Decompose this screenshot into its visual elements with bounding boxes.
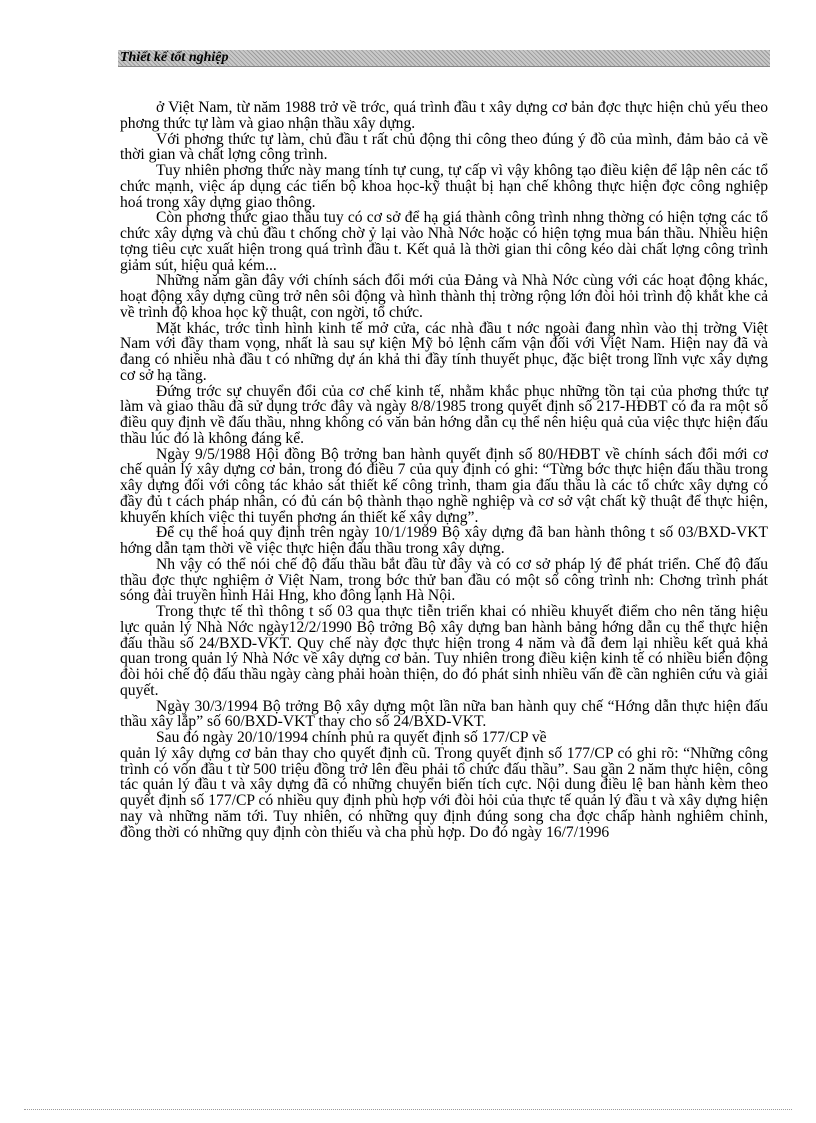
paragraph: Sau đó ngày 20/10/1994 chính phủ ra quyết định số 177/CP về bbox=[156, 729, 547, 746]
paragraph: Tuy nhiên phơng thức này mang tính tự cung, tự cấp vì vậy không tạo điều kiện để lập nên các tổ chức mạnh, việc áp dụng các tiến bộ khoa học-kỹ thuật bị hạn chế không thực hiện đợc công nghiệp hoá trong xây dựng giao thông. bbox=[120, 162, 768, 211]
paragraph: Những năm gần đây với chính sách đổi mới của Đảng và Nhà Nớc cùng với các hoạt động khác, hoạt động xây dựng cũng trở nên sôi động và hình thành thị trờng rộng lớn đòi hỏi trình độ khắt khe cả về trình độ khoa học kỹ thuật, con ngời, tổ chức. bbox=[120, 272, 768, 321]
header-title: Thiết kế tốt nghiệp bbox=[120, 50, 229, 65]
paragraph: Để cụ thể hoá quy định trên ngày 10/1/1989 Bộ xây dựng đã ban hành thông t số 03/BXD-VKT hớng dẫn tạm thời về việc thực hiện đấu thầu trong xây dựng. bbox=[120, 524, 768, 557]
paragraph: Đứng trớc sự chuyển đổi của cơ chế kinh tế, nhằm khắc phục những tồn tại của phơng thức tự làm và giao thầu đã sử dụng trớc đây và ngày 8/8/1985 trong quyết định số 217-HĐBT có đa ra một số điều quy định về đấu thầu, nhng không có văn bản hớng dẫn cụ thể nên hiệu quả của việc thực hiện đấu thầu lúc đó là không đáng kể. bbox=[120, 382, 768, 447]
paragraph: Ngày 9/5/1988 Hội đồng Bộ trởng ban hành quyết định số 80/HĐBT về chính sách đổi mới cơ chế quản lý xây dựng cơ bản, trong đó điều 7 của quy định có ghi: “Từng bớc thực hiện đấu thầu trong xây dựng đối với công tác khảo sát thiết kế công trình, tham gia đấu thầu là các tổ chức xây dựng có đầy đủ t cách pháp nhân, có đủ cán bộ thành thạo nghề nghiệp và cơ sở vật chất kỹ thuật để thực hiện, khuyến khích việc thi tuyển phơng án thiết kế xây dựng”. bbox=[120, 445, 768, 526]
paragraph: Với phơng thức tự làm, chủ đầu t rất chủ động thi công theo đúng ý đồ của mình, đảm bảo cả về thời gian và chất lợng công trình. bbox=[120, 130, 768, 164]
footer-rule bbox=[24, 1109, 792, 1110]
paragraph: Ngày 30/3/1994 Bộ trởng Bộ xây dựng một lần nữa ban hành quy chế “Hớng dẫn thực hiện đấu thầu xây lắp” số 60/BXD-VKT thay cho số 24/BXD-VKT. bbox=[120, 697, 768, 731]
paragraph-continuation: quản lý xây dựng cơ bản thay cho quyết định cũ. Trong quyết định số 177/CP có ghi rõ: “Những công trình có vốn đầu t từ 500 triệu đồng trở lên đều phải tổ chức đấu thầu”. Sau gần 2 năm thực hiện, công tác quản lý đầu t và xây dựng đã có những chuyển biến tích cực. Nội dung điều lệ ban hành kèm theo quyết định số 177/CP có nhiều quy định phù hợp với đòi hỏi của thực tế quản lý đầu t và xây dựng hiện nay và những năm tới. Tuy nhiên, có những quy định đúng song cha đợc chấp hành nghiêm chỉnh, đồng thời có những quy định còn thiếu và cha phù hợp. Do đó ngày 16/7/1996 bbox=[120, 744, 768, 841]
page-header-bar bbox=[118, 50, 770, 67]
paragraph: Mặt khác, trớc tình hình kinh tế mở cửa, các nhà đầu t nớc ngoài đang nhìn vào thị trờng Việt Nam với đầy tham vọng, nhất là sau sự kiện Mỹ bỏ lệnh cấm vận đối với Việt Nam. Hiện nay đã và đang có nhiều nhà đầu t có những dự án khả thi đầy tính thuyết phục, đặc biệt trong lĩnh vực xây dựng cơ sở hạ tầng. bbox=[120, 319, 768, 384]
paragraph: Trong thực tế thì thông t số 03 qua thực tiễn triển khai có nhiều khuyết điểm cho nên tăng hiệu lực quản lý Nhà Nớc ngày12/2/1990 Bộ trởng Bộ xây dựng ban hành bảng hớng dẫn cụ thể thực hiện đấu thầu số 24/BXD-VKT. Quy chế này đợc thực hiện trong 4 năm và đã đem lại nhiều kết quả khả quan trong quản lý Nhà Nớc về xây dựng cơ bản. Tuy nhiên trong điều kiện kinh tế có nhiều biến động đòi hỏi chế độ đấu thầu ngày càng phải hoàn thiện, do đó phát sinh nhiều vấn đề cần nghiên cứu và giải quyết. bbox=[120, 603, 768, 699]
paragraph: Còn phơng thức giao thầu tuy có cơ sở để hạ giá thành công trình nhng thờng có hiện tợng các tổ chức xây dựng và chủ đầu t chống chờ ỷ lại vào Nhà Nớc hoặc có hiện tợng mua bán thầu. Nhiều hiện tợng tiêu cực xuất hiện trong quá trình đầu t. Kết quả là thời gian thi công kéo dài chất lợng công trình giảm sút, hiệu quả kém... bbox=[120, 209, 768, 274]
paragraph: ở Việt Nam, từ năm 1988 trở về trớc, quá trình đầu t xây dựng cơ bản đợc thực hiện chủ yếu theo phơng thức tự làm và giao nhận thầu xây dựng. bbox=[120, 99, 768, 132]
document-body bbox=[120, 100, 768, 840]
paragraph: Nh vậy có thể nói chế độ đấu thầu bắt đầu từ đây và có cơ sở pháp lý để phát triển. Chế độ đấu thầu đợc thực nghiệm ở Việt Nam, trong bớc thử ban đầu có một số công trình nh: Chơng trình phát sóng đài truyền hình Hải Hng, kho đông lạnh Hà Nội. bbox=[120, 555, 768, 605]
